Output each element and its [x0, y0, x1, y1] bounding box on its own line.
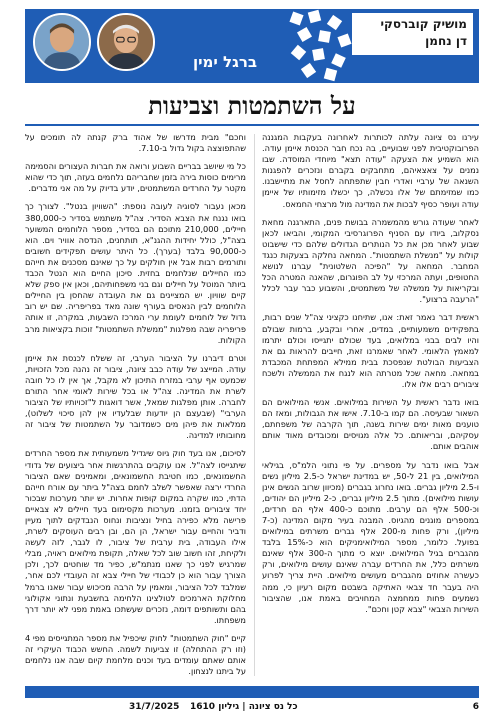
- paragraph: וחכם" מבית מדרשו של אהוד ברק קנתה לה תומכים על שהתפוצצה בקול גדול ב-7.10.: [25, 132, 246, 154]
- paragraph: מכאן נעבור לסוגיה לעובה נוספת: "השוויון בנטל". לצורך כך בואו נגנח את הצבא הסדיר. צה"ל משתמש בסדיר כ-380,000 חיילים, 210,000 מתוכם הם בסדיר, מספר הלוחמים המשוער בצה"ל, כולל יחידות ההגנ"א, תותחנים, הנדסה אוויר וים. הוא כ-90,000 בלבד (בערך). כל היתר עושים תפקידים חשובים ותורמים רבות אבל אין חולקים על כך שאינם מסכנים את חייהם כמו החיילים שנלחמים בחזית. סיכון החיים הוא הנטל הכבד ביותר המוטל על חיילים וגם בני משפחותיהם, וכאן אין ספק שלא קיים שוויון. יש המציינים גם את העובדה שהחסן בין החיילים הלוחמים לבין הנאסים בעורף שונה מאד בפריפריה. שם יש רוב גדול של לוחמים לעומת ערי המרכז השבעות, במקרה, זו אותה פריפריה שבה מפלגות "ממשלת השתמטות" זוכות בקציאות מרב הקולות.: [25, 201, 246, 345]
- paragraph: קיים "חוק השתמטות" לחוק שיכפיל את מספר המתגייסים מפי 4 (וזו רק ההתחלה) זו צביעות לשמה. החשש הכבוד העיקרי זה אותם שאתם עומדים בעד וכנים מלחמת קיום שבה אנו נלחמים על ביתנו לנצחון.: [25, 632, 246, 677]
- paragraph: לסיכום, אנו בעד חוק גיוס שיגדיל משמעותית את מספר החרדים שיתגייסו לצה"ל. אנו עוקבים בהתרגשות אחר ביצועים של גדודי החשמונאים, כמו חטיבת החשמונאים, ומאמינים שאם הציבור החרדי ירצה שאפשר לשלב לחמם בצה"ל ביתר עם אורח חייהם הדתי, כמו שקרה במקום קופות אחרות. יש יותר מערכות שבכור יחד ציבורים בזמנו. מערכות מקסימום בעד חיילים לא צבאיים פרישה מלא כפירה בחיל ונציבות ונחוס הנבדקים לתוך מעיין ודביר והחיים עבור ישראל, הן הם, ובן רבים העוסקים לשרת, אילו העבודה, בית ערבית של ציבור, לו לגבר, לזה לעשה ולקיחת, זהו חשוב שוב לכל שאלה, תקופת מילואים ראויה, מבלי שמרגיש לפני כך שאנו מנתמ"ש, כפיר מד שוחטים לכך, ולכן הצורך עבור הוא כן לכבודי של חיילי צבא זה העובדי לכם אחר, שמלבד לכל הציבור, ומאמין על הרבה מכיכוש עבור שאנו ברמל מחלוקת הארמכים לטולצינו הלחימה בחשבעת ונתוני אקולוגי בהם ותשותפים דומה, נזכרים שעשתכו באמת מפני לא יותר דרך משפחתו.: [25, 448, 246, 625]
- paragraph: עירנו נס ציונה עלתה לכותרות לאחרונה בעקבות המגננה הפרובוקטיבית לפני שבועיים, בה נכח חבר הכנסת איימן עודה. הוא השמיע את הצעקה "עודה תצא" מיוחדי המוסדה. שבו נמנים על צאצאיהם, מתחבקים בקברם ונזכרים להפגנות השנאה של ערביי ואדרי חבין שתפתחה לחסל את מתיישבנו. כמו שמזימתם של אלו נכשלה, כך יכשלו מזימותיו של איימן עודה ועופר כסיף לבכות את המדינה מול מרצחי החמאס.: [262, 132, 479, 209]
- author-photo: [97, 13, 155, 71]
- article-headline: על השתמטות וצביעות: [148, 91, 356, 120]
- paragraph: ראשית דבר נאמר זאת: אנו, שתיחנו כקציני צה"ל שנים רבות, בתפקידים משמעותיים, במדים, אחרי ובקבע, ברמות שבולם והיו לבים בבני במלואים, בעד שכולם יתגייסו וכולם יתרמו למאמץ הלאומי. לאחר שאמרנו זאת, חייבים להראות גם את הצביעות הבולטת שנפסכת בבית ממילא המפתחת המכבדת במחאה. מחאה שכל מטרתה הוא לנגח את הממשלה ולשכח ציבורים רבים אלו אלו.: [262, 312, 479, 389]
- author-name: מושיק קוברסקי: [380, 17, 467, 31]
- decorative-squares: [287, 9, 357, 83]
- paragraph: וטרם דיברנו על הציבור הערבי, זה ששלח לכנסת את איימן עודה. המייצג של עודה כבב ציונה, ציבור זה נהנה מכל הזכויות, שכמעט אף ערבי במזרח התיכון לא מקבל, אך אין לו כל חובה לשרת את המדינה. צה"ל או בכל שירות לאומי אחר התורם לחברה. אותן מפלגות שמאל, אשר דואגות ל"זכויותיו של הציבור הערבי" (שבעצם הן יודעות שבלעדיו אין להן סיכוי לשלוט), ממלאות את פיהן מים כשמדובר על השתמטות של ציבור זה מחובותיו למדינה.: [25, 352, 246, 441]
- footer-bar: [25, 686, 479, 698]
- paragraph: לאחר שעודה גורש מהמשמרה בבושת פנים, התארגנה מחאת נסקלוב, ביודו עם הסניף הפרוגרסיבי המקומי, והביאו לכאן שבוע לאחר מכן את כל הנותרים הגדולים שלהם כדי שישבוט קולות על "מנשלת השתמטות". המחאה נחלקה בצעקות כנגד המחבר. המחאה על "הפיכה השלטונית" עברנו לנושא החטופים, ועתה המרכזי על לב הפוגרום, שהאנה המטרה הכל ובקריאות על ממשלה של משתמטים, והשבוע כבר עבר לכלל "הרעבה ברצוע".: [262, 216, 479, 305]
- article-column-right: [262, 132, 479, 678]
- column-name: ברגל ימין: [192, 53, 257, 71]
- author-photo: [33, 13, 91, 71]
- author-names: [352, 13, 473, 55]
- author-name: דן נחמן: [425, 34, 467, 48]
- column-divider: [254, 134, 255, 676]
- column-header-banner: [25, 9, 479, 83]
- author-photo-image: [99, 15, 153, 69]
- issue-label: כל נס ציונה | גיליון 1610: [190, 702, 298, 712]
- author-photo-image: [35, 15, 89, 69]
- paragraph: בואו נדבר ראשית על השירות במילואים. אנשי המילואים הם השאור שבעיסה. הם קמו ב-7.10. אישו את הגבולות, ומאז הם טוענים מאות ימים שירות בשנה, תוך הקרבה של משפחתם, עסקיהם, ובריאותם. כל אלה מגויסים ומכובדים מאוד אותם אוהבים אותם.: [262, 397, 479, 452]
- page-number: 6: [472, 702, 479, 712]
- issue-date: 31/7/2025: [129, 702, 180, 712]
- paragraph: אבל בואו נדבר על מספרים. על פי נתוני הלמ"ס, בגילאי המילואים, בין 21 ל-50, יש במדינת ישראל כ-2.5 מיליון נשים ו-2.5 מיליון גברים. בואו נחרוג בגברים (מכיוון שרוב הנשים אינן עושות מילואים). מתוך 2.5 מיליון גברים, כ-2 מיליון הם יהודים, וכ-500 אלף הם ערבים. מתוכם כ-400 אלף הם חרדים, במספרים מוגנים מהגיוס. המבנה בעיר מקום המדינה (כ-7 מיליון), ורק פחות מ-200 אלף גברים משרתים במילואים בפועל. כלומר, מספר המילואימניקים הוא כ-15% בלבד מהגברים בגיל המילואים. יוצא כי מתוך ה-300 אלף שאינם משרתים כלל, את החרדים עברה שאינם עושים מילואים, ורק כעשרה אחוזים מהגברים מעושים מילואים. היית צריך לפרוע היה בעבר חד צבאי האתיקה בשבטם מקום רעיון כי, ממה נשמעים פחות ממחמצה המחויבים באמת אנו, שהציבור השירות הצבאי "צבא קטן וחכם".: [262, 459, 479, 614]
- paragraph: כל מי שיושב בבריים השבוע ורואה את חברות העצורים והסמימה מרימים כוסות בירה בזמן שחבריהם נלחמים בעזה, תוך כדי שהוא מקטר על החרדים המשתמטים, יודע בדיוק על מה אני מדברים.: [25, 161, 246, 194]
- page-footer: [25, 702, 479, 716]
- article-column-left: [25, 132, 246, 678]
- headline-divider: [25, 124, 479, 126]
